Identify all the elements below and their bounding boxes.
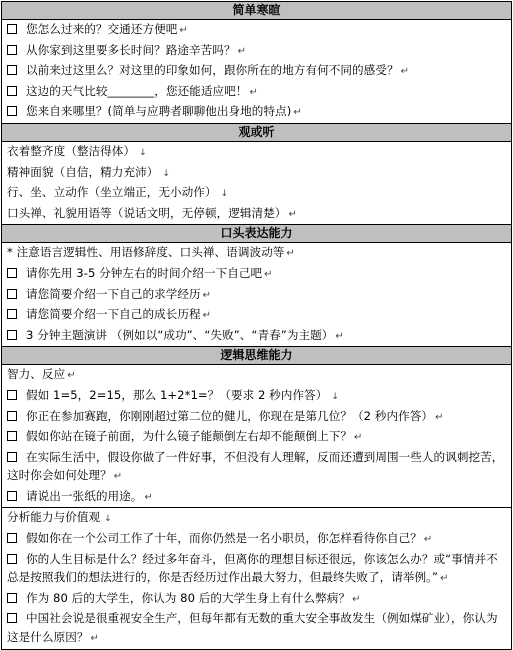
paragraph-mark-icon: ↵ <box>440 573 449 585</box>
section-header: 简单寒暄 <box>2 2 511 20</box>
text-line <box>2 508 511 529</box>
line-break-arrow-icon: ↓ <box>104 514 112 525</box>
section-body <box>2 365 511 648</box>
checklist-item <box>2 264 511 285</box>
paragraph-mark-icon: ↵ <box>202 289 212 301</box>
checklist-item <box>2 102 511 123</box>
checklist-item <box>2 61 511 82</box>
item-text: 精神面貌（自信，精力充沛） <box>7 164 159 179</box>
paragraph-mark-icon: ↵ <box>293 107 302 119</box>
checkbox[interactable] <box>7 593 17 603</box>
checklist-item <box>2 427 511 448</box>
line-break-arrow-icon: ↓ <box>162 168 170 179</box>
section-body <box>2 20 511 123</box>
item-text: 3 分钟主题演讲 （例如以“成功”、“失败”、“青春”为主题） <box>26 327 334 342</box>
checklist-item <box>2 448 511 487</box>
checklist-item <box>2 487 511 508</box>
item-text: 请你先用 3-5 分钟左右的时间介绍一下自己吧 <box>26 265 263 280</box>
checkbox[interactable] <box>7 86 17 96</box>
text-line <box>2 204 511 225</box>
line-break-arrow-icon: ↓ <box>220 189 229 200</box>
item-text: 假如 1=5，2=15，那么 1+2*1=？（要求 2 秒内作答） <box>26 387 328 402</box>
checkbox[interactable] <box>7 309 17 319</box>
section-header: 观或听 <box>2 123 511 142</box>
checkbox[interactable] <box>7 24 17 34</box>
checkbox[interactable] <box>7 106 17 116</box>
checklist-item <box>2 41 511 62</box>
checkbox[interactable] <box>7 411 17 421</box>
checkbox[interactable] <box>7 533 17 543</box>
item-text: 你的人生目标是什么？经过多年奋斗，但离你的理想目标还很远，你该怎么办？或“事情并不总是按照我们的想法进行的，你是否经历过作出最大努力，但最终失败了，请举例。” <box>7 551 498 585</box>
checkbox[interactable] <box>7 330 17 340</box>
paragraph-mark-icon: ↵ <box>144 491 153 503</box>
paragraph-mark-icon: ↵ <box>400 66 410 78</box>
paragraph-mark-icon: ↵ <box>423 534 433 546</box>
paragraph-mark-icon: ↵ <box>435 411 444 423</box>
checklist-item <box>2 326 511 347</box>
item-text: 分析能力与价值观 <box>7 510 101 525</box>
paragraph-mark-icon: ↵ <box>202 310 212 322</box>
checklist-item <box>2 589 511 610</box>
paragraph-mark-icon: ↵ <box>237 45 247 57</box>
item-text: 智力、反应 <box>7 367 66 382</box>
item-text: 假如你在一个公司工作了十年，而你仍然是一名小职员，你怎样看待你自己？ <box>26 531 422 546</box>
section-body <box>2 142 511 224</box>
item-text: * 注意语言逻辑性、用语修辞度、口头禅、语调波动等 <box>7 245 285 260</box>
item-text: 从你家到这里要多长时间？路途辛苦吗？ <box>26 42 236 57</box>
item-text: 中国社会说是很重视安全生产，但每年都有无数的重大安全事故发生（例如煤矿业），你认为这是什么原因？ <box>7 611 498 645</box>
paragraph-mark-icon: ↵ <box>113 471 123 483</box>
checkbox[interactable] <box>7 65 17 75</box>
section-header: 口头表达能力 <box>2 224 511 243</box>
item-text: 在实际生活中，假设你做了一件好事，不但没有人理解，反而还遭到周围一些人的讽刺挖苦，这时你会如何处理？ <box>7 449 504 483</box>
checkbox[interactable] <box>7 491 17 501</box>
paragraph-mark-icon: ↵ <box>264 268 273 280</box>
item-text: 你正在参加赛跑，你刚刚超过第二位的健儿，你现在是第几位？（2 秒内作答） <box>26 408 434 423</box>
paragraph-mark-icon: ↵ <box>67 370 76 382</box>
checkbox[interactable] <box>7 45 17 55</box>
paragraph-mark-icon: ↵ <box>90 633 99 645</box>
item-text: 假如你站在镜子前面，为什么镜子能颠倒左右却不能颠倒上下？ <box>26 429 353 444</box>
checklist-item <box>2 550 511 589</box>
item-text: 行、坐、立动作（坐立端正，无小动作） <box>7 185 217 200</box>
interview-question-table <box>1 1 512 650</box>
item-text: 口头禅、礼貌用语等（说话文明，无停顿，逻辑清楚） <box>7 205 287 220</box>
item-text: 这边的天气比较________，您还能适应吧！ <box>26 83 248 98</box>
text-line <box>2 365 511 386</box>
checklist-item <box>2 529 511 550</box>
paragraph-mark-icon: ↵ <box>354 432 363 444</box>
item-text: 您怎么过来的？交通还方便吧 <box>26 22 178 36</box>
checkbox[interactable] <box>7 289 17 299</box>
checkbox[interactable] <box>7 390 17 400</box>
text-line <box>2 163 511 184</box>
item-text: 作为 80 后的大学生，你认为 80 后的大学生身上有什么弊病？ <box>26 590 351 605</box>
item-text: 衣着整齐度（整洁得体） <box>7 143 136 158</box>
checkbox[interactable] <box>7 431 17 441</box>
text-line <box>2 243 511 264</box>
item-text: 请您简要介绍一下自己的成长历程 <box>26 307 201 322</box>
checkbox[interactable] <box>7 452 17 462</box>
item-text: 以前来过这里么？对这里的印象如何，跟你所在的地方有何不同的感受？ <box>26 63 399 78</box>
line-break-arrow-icon: ↓ <box>331 391 339 402</box>
text-line <box>2 183 511 204</box>
checklist-item <box>2 386 511 407</box>
checklist-item <box>2 305 511 326</box>
paragraph-mark-icon: ↵ <box>179 25 188 36</box>
checklist-item <box>2 20 511 41</box>
item-text: 请您简要介绍一下自己的求学经历 <box>26 286 201 301</box>
section-body <box>2 243 511 346</box>
paragraph-mark-icon: ↵ <box>288 208 297 220</box>
paragraph-mark-icon: ↵ <box>286 248 295 260</box>
paragraph-mark-icon: ↵ <box>249 86 258 98</box>
paragraph-mark-icon: ↵ <box>352 593 361 605</box>
line-break-arrow-icon: ↓ <box>139 147 147 158</box>
text-line <box>2 142 511 163</box>
checklist-item <box>2 609 511 648</box>
paragraph-mark-icon: ↵ <box>335 330 344 342</box>
checklist-item <box>2 407 511 428</box>
item-text: 请说出一张纸的用途。 <box>26 488 143 503</box>
checklist-item <box>2 285 511 306</box>
item-text: 您来自来哪里？(简单与应聘者聊聊他出身地的特点) <box>26 104 292 119</box>
checkbox[interactable] <box>7 554 17 564</box>
checkbox[interactable] <box>7 613 17 623</box>
checkbox[interactable] <box>7 268 17 278</box>
section-header: 逻辑思维能力 <box>2 346 511 365</box>
checklist-item <box>2 82 511 103</box>
